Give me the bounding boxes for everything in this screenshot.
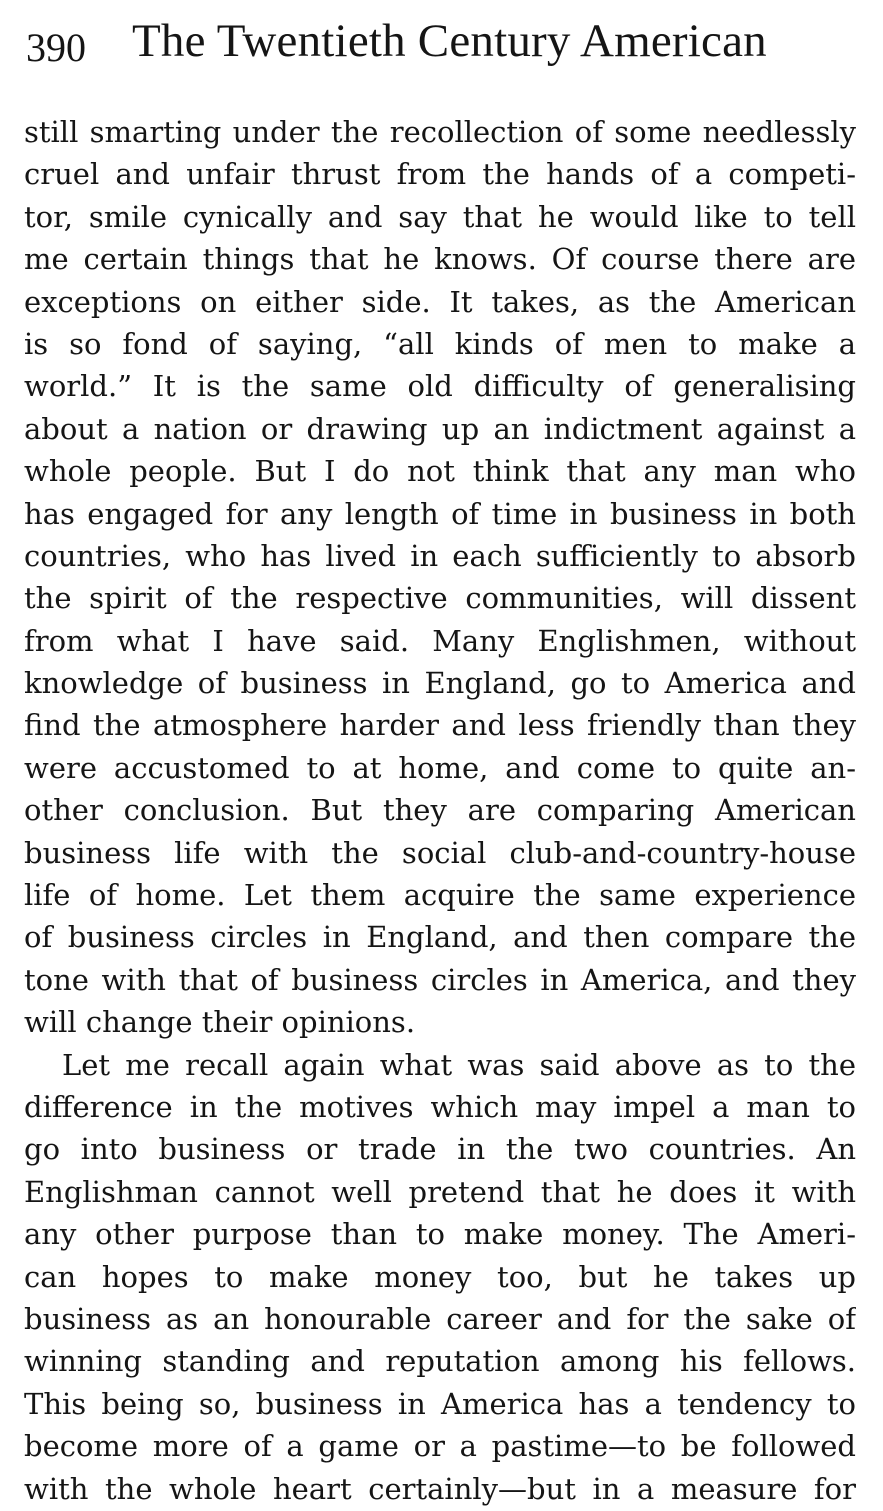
text-line: tor, smile cynically and say that he would like to tell <box>24 199 856 234</box>
text-line: still smarting under the recollection of some needlessly <box>24 115 856 149</box>
text-line: will change their opinions. <box>24 1005 416 1040</box>
text-line: Let me recall again what was said above as to the <box>62 1047 856 1082</box>
text-line: life of home. Let them acquire the same experience <box>24 878 856 913</box>
text-line: has engaged for any length of time in business in both <box>24 496 856 531</box>
book-page <box>24 10 856 1506</box>
text-line: were accustomed to at home, and come to quite an- <box>24 750 856 785</box>
text-line: become more of a game or a pastime—to be followed <box>24 1429 856 1464</box>
text-line: with the whole heart certainly—but in a measure for <box>24 1471 856 1506</box>
text-line: find the atmosphere harder and less friendly than they <box>24 708 856 743</box>
body-text <box>24 111 856 1510</box>
text-line: business as an honourable career and for the sake of <box>24 1301 856 1336</box>
text-line: of business circles in England, and then compare the <box>24 920 856 955</box>
text-line: cruel and unfair thrust from the hands of a competi- <box>24 157 856 192</box>
text-line: go into business or trade in the two countries. An <box>24 1132 856 1167</box>
text-line: tone with that of business circles in America, and they <box>24 962 856 997</box>
text-line: about a nation or drawing up an indictment against a <box>24 411 856 446</box>
text-line: This being so, business in America has a tendency to <box>24 1386 856 1421</box>
text-line: is so fond of saying, “all kinds of men to make a <box>24 326 856 361</box>
paragraph-1 <box>24 111 856 1044</box>
text-line: me certain things that he knows. Of course there are <box>24 242 856 277</box>
text-line: business life with the social club-and-country-house <box>24 835 856 870</box>
text-line: knowledge of business in England, go to America and <box>24 666 856 701</box>
text-line: exceptions on either side. It takes, as the American <box>24 284 856 319</box>
text-line: any other purpose than to make money. The Ameri- <box>24 1217 856 1252</box>
page-header <box>24 10 856 70</box>
text-line: whole people. But I do not think that any man who <box>24 454 856 489</box>
text-line: world.” It is the same old difficulty of generalising <box>24 369 856 404</box>
running-title: The Twentieth Century American <box>132 15 767 67</box>
text-line: difference in the motives which may impel a man to <box>24 1089 856 1124</box>
text-line: from what I have said. Many Englishmen, without <box>24 623 856 658</box>
text-line: can hopes to make money too, but he takes up <box>24 1259 856 1294</box>
text-line: winning standing and reputation among his fellows. <box>24 1344 856 1379</box>
text-line: other conclusion. But they are comparing American <box>24 793 856 828</box>
paragraph-2 <box>24 1044 856 1510</box>
text-line: Englishman cannot well pretend that he does it with <box>24 1174 856 1209</box>
page-number: 390 <box>26 25 86 70</box>
text-line: the spirit of the respective communities, will dissent <box>24 581 856 616</box>
text-line: countries, who has lived in each sufficiently to absorb <box>24 538 856 573</box>
